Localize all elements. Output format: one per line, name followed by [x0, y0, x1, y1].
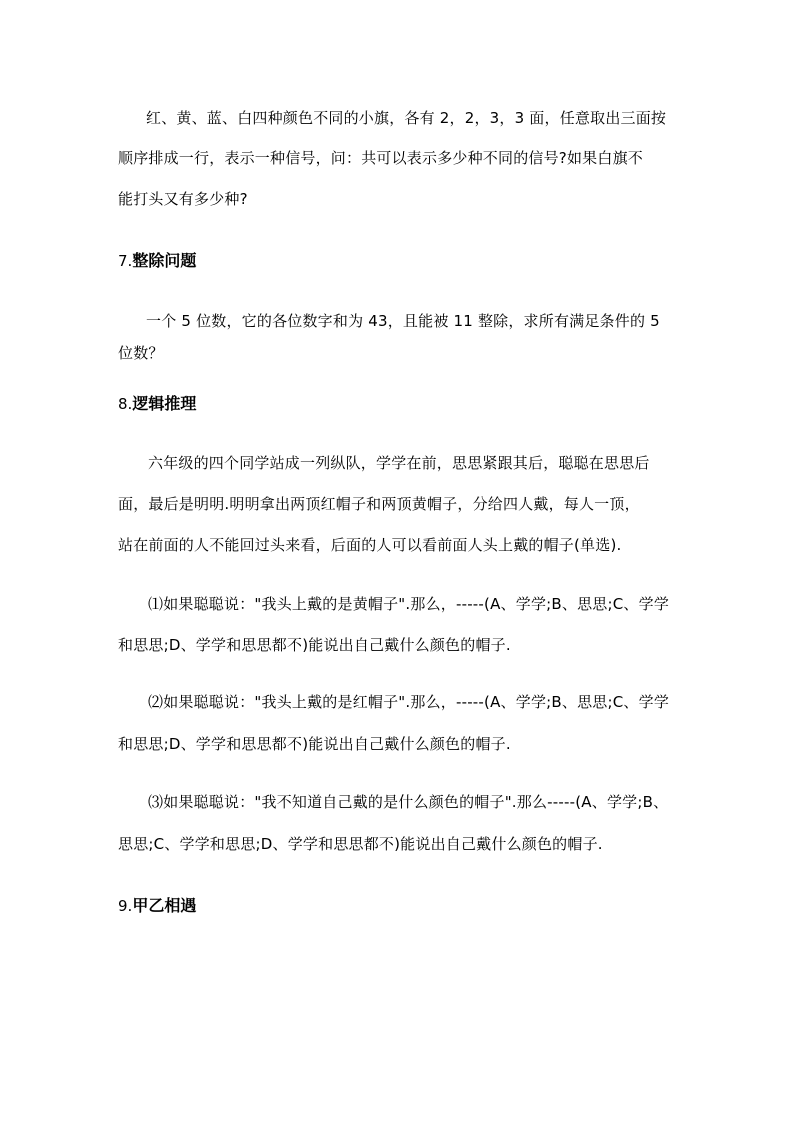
- section8-q1-line-1: ⑴如果聪聪说："我头上戴的是黄帽子".那么，-----(A、学学;B、思思;C、学学: [148, 595, 670, 613]
- section9-number: 9.: [118, 897, 133, 915]
- section8-q3-line-1: ⑶如果聪聪说："我不知道自己戴的是什么颜色的帽子".那么-----(A、学学;B、: [148, 793, 669, 811]
- section7-line-2: 位数？: [118, 344, 164, 362]
- section8-q3-line-2: 思思;C、学学和思思;D、学学和思思都不)能说出自己戴什么颜色的帽子.: [118, 835, 603, 853]
- problem6-line-1: 红、黄、蓝、白四种颜色不同的小旗，各有 2，2，3，3 面，任意取出三面按: [146, 109, 667, 127]
- section7-heading: [118, 250, 196, 272]
- section8-intro-line-3: 站在前面的人不能回过头来看，后面的人可以看前面人头上戴的帽子(单选).: [118, 536, 622, 554]
- section8-q2-line-2: 和思思;D、学学和思思都不)能说出自己戴什么颜色的帽子.: [118, 735, 511, 753]
- section8-title: 逻辑推理: [132, 394, 197, 413]
- problem6-line-2: 顺序排成一行，表示一种信号，问：共可以表示多少种不同的信号?如果白旗不: [118, 149, 643, 167]
- section7-line-1: 一个 5 位数，它的各位数字和为 43，且能被 11 整除，求所有满足条件的 5: [146, 312, 660, 330]
- section8-heading: [118, 393, 196, 415]
- problem6-line-3: 能打头又有多少种?: [118, 190, 248, 208]
- section8-q2-line-1: ⑵如果聪聪说："我头上戴的是红帽子".那么，-----(A、学学;B、思思;C、学学: [148, 693, 670, 711]
- section7-title: 整除问题: [132, 251, 197, 270]
- section7-number: 7.: [118, 252, 133, 270]
- section8-number: 8.: [118, 395, 133, 413]
- section9-title: 甲乙相遇: [132, 896, 197, 915]
- section8-intro-line-1: 六年级的四个同学站成一列纵队，学学在前，思思紧跟其后，聪聪在思思后: [148, 454, 650, 472]
- section8-intro-line-2: 面，最后是明明.明明拿出两顶红帽子和两顶黄帽子，分给四人戴，每人一顶，: [118, 495, 640, 513]
- section9-heading: [118, 895, 196, 917]
- section8-q1-line-2: 和思思;D、学学和思思都不)能说出自己戴什么颜色的帽子.: [118, 636, 511, 654]
